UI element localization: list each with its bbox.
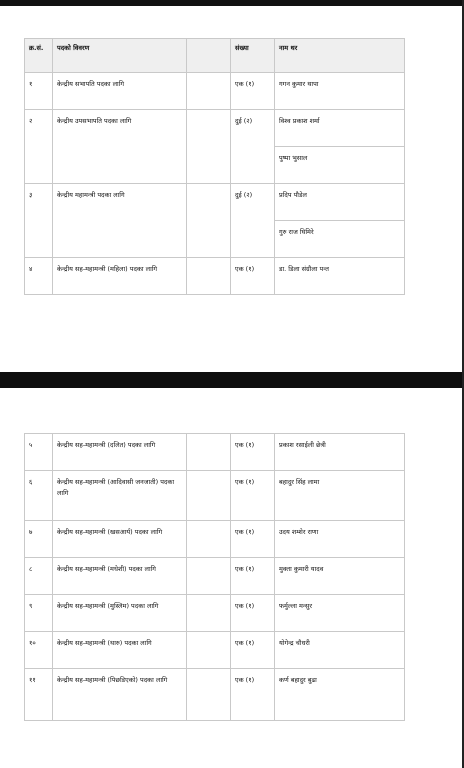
table-row (25, 73, 405, 110)
row-blank (187, 558, 231, 595)
row-name: बहादुर सिंह लामा (275, 471, 405, 521)
row-post: केन्द्रीय सह-महामन्त्री (आदिवासी जनजाती) पदका लागि (53, 471, 187, 521)
table-row (25, 521, 405, 558)
table-header-row (25, 39, 405, 73)
row-count: एक (१) (231, 471, 275, 521)
row-post: केन्द्रीय सह-महामन्त्री (दलित) पदका लागि (53, 434, 187, 471)
row-sn: ३ (25, 184, 53, 258)
row-blank (187, 669, 231, 721)
row-blank (187, 632, 231, 669)
table-row (25, 471, 405, 521)
row-blank (187, 471, 231, 521)
header-count: संख्या (231, 39, 275, 73)
row-blank (187, 434, 231, 471)
row-sn: १ (25, 73, 53, 110)
row-blank (187, 73, 231, 110)
row-post: केन्द्रीय सह-महामन्त्री (मुस्लिम) पदका लागि (53, 595, 187, 632)
row-post: केन्द्रीय महामन्त्री पदका लागि (53, 184, 187, 258)
row-count: एक (१) (231, 669, 275, 721)
row-blank (187, 258, 231, 295)
page-1 (0, 6, 462, 372)
row-name: फर्मुल्ला मन्सुर (275, 595, 405, 632)
row-sn: २ (25, 110, 53, 184)
row-count: एक (१) (231, 434, 275, 471)
row-name: मुक्ता कुमारी यादव (275, 558, 405, 595)
row-post: केन्द्रीय सह-महामन्त्री (पिछडिएको) पदका लागि (53, 669, 187, 721)
table-row (25, 595, 405, 632)
row-name: योगेन्द्र चौधरी (275, 632, 405, 669)
candidates-table-part-1 (24, 38, 405, 295)
table-row (25, 632, 405, 669)
row-name: गगन कुमार थापा (275, 73, 405, 110)
row-sn: ११ (25, 669, 53, 721)
row-post: केन्द्रीय सह-महामन्त्री (थारु) पदका लागि (53, 632, 187, 669)
row-name: उदय शम्शेर राणा (275, 521, 405, 558)
row-blank (187, 184, 231, 258)
row-post: केन्द्रीय सभापति पदका लागि (53, 73, 187, 110)
row-name: गुरु राज घिमिरे (275, 221, 405, 258)
row-sn: ७ (25, 521, 53, 558)
row-post: केन्द्रीय सह-महामन्त्री (मधेशी) पदका लागि (53, 558, 187, 595)
row-blank (187, 521, 231, 558)
row-sn: १० (25, 632, 53, 669)
row-sn: ५ (25, 434, 53, 471)
row-name: डा. डिला संग्रौला पन्त (275, 258, 405, 295)
row-sn: ६ (25, 471, 53, 521)
row-count: एक (१) (231, 558, 275, 595)
header-name: नाम थर (275, 39, 405, 73)
row-post: केन्द्रीय सह-महामन्त्री (महिला) पदका लागि (53, 258, 187, 295)
row-sn: ९ (25, 595, 53, 632)
row-sn: ४ (25, 258, 53, 295)
row-name: कर्ण बहादुर बुढा (275, 669, 405, 721)
table-row (25, 434, 405, 471)
table-row (25, 558, 405, 595)
row-count: एक (१) (231, 521, 275, 558)
table-row (25, 110, 405, 147)
table-row (25, 258, 405, 295)
row-count: एक (१) (231, 632, 275, 669)
row-count: एक (१) (231, 595, 275, 632)
header-post: पदको विवरण (53, 39, 187, 73)
row-count: दुई (२) (231, 184, 275, 258)
row-name: पुष्पा भुसाल (275, 147, 405, 184)
row-blank (187, 595, 231, 632)
candidates-table-part-2 (24, 433, 405, 721)
row-post: केन्द्रीय सह-महामन्त्री (खसआर्य) पदका लागि (53, 521, 187, 558)
row-blank (187, 110, 231, 184)
header-blank (187, 39, 231, 73)
page-separator (0, 372, 464, 388)
table-row (25, 669, 405, 721)
table-row (25, 184, 405, 221)
row-name: प्रकाश रसाईली छेत्री (275, 434, 405, 471)
row-sn: ८ (25, 558, 53, 595)
row-count: एक (१) (231, 73, 275, 110)
header-sn: क्र.सं. (25, 39, 53, 73)
row-name: विश्व प्रकाश शर्मा (275, 110, 405, 147)
row-post: केन्द्रीय उपसभापति पदका लागि (53, 110, 187, 184)
page-2 (0, 388, 462, 768)
row-count: एक (१) (231, 258, 275, 295)
row-name: प्रदिप पौडेल (275, 184, 405, 221)
row-count: दुई (२) (231, 110, 275, 184)
